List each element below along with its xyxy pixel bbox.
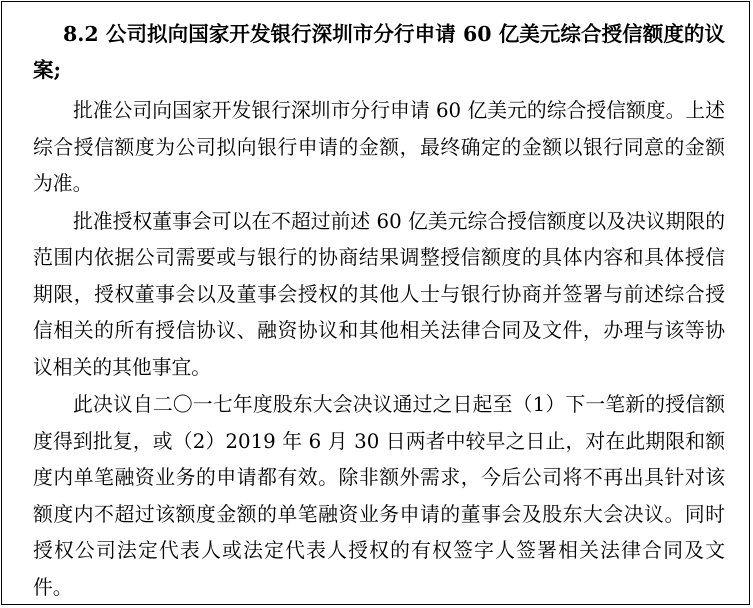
paragraph-approval: 批准公司向国家开发银行深圳市分行申请 60 亿美元的综合授信额度。上述综合授信额度为公司拟向银行申请的金额，最终确定的金额以银行同意的金额为准。 xyxy=(33,99,725,195)
document-frame xyxy=(1,1,750,605)
section-heading: 8.2 公司拟向国家开发银行深圳市分行申请 60 亿美元综合授信额度的议案; xyxy=(33,22,725,82)
paragraph-validity: 此决议自二〇一七年度股东大会决议通过之日起至（1）下一笔新的授信额度得到批复，或（2）2019 年 6 月 30 日两者中较早之日止，对在此期限和额度内单笔融资业务的申请都有效。除非额外需求，今后公司将不再出具针对该额度内不超过该额度金额的单笔融资业务申请的董事会及股东大会决议。同时授权公司法定代表人或法定代表人授权的有权签字人签署相关法律合同及文件。 xyxy=(33,393,725,599)
paragraph-authorization: 批准授权董事会可以在不超过前述 60 亿美元综合授信额度以及决议期限的范围内依据公司需要或与银行的协商结果调整授信额度的具体内容和具体授信期限，授权董事会以及董事会授权的其他人士与银行协商并签署与前述综合授信相关的所有授信协议、融资协议和其他相关法律合同及文件，办理与该等协议相关的其他事宜。 xyxy=(33,209,725,379)
document-body xyxy=(33,16,725,607)
